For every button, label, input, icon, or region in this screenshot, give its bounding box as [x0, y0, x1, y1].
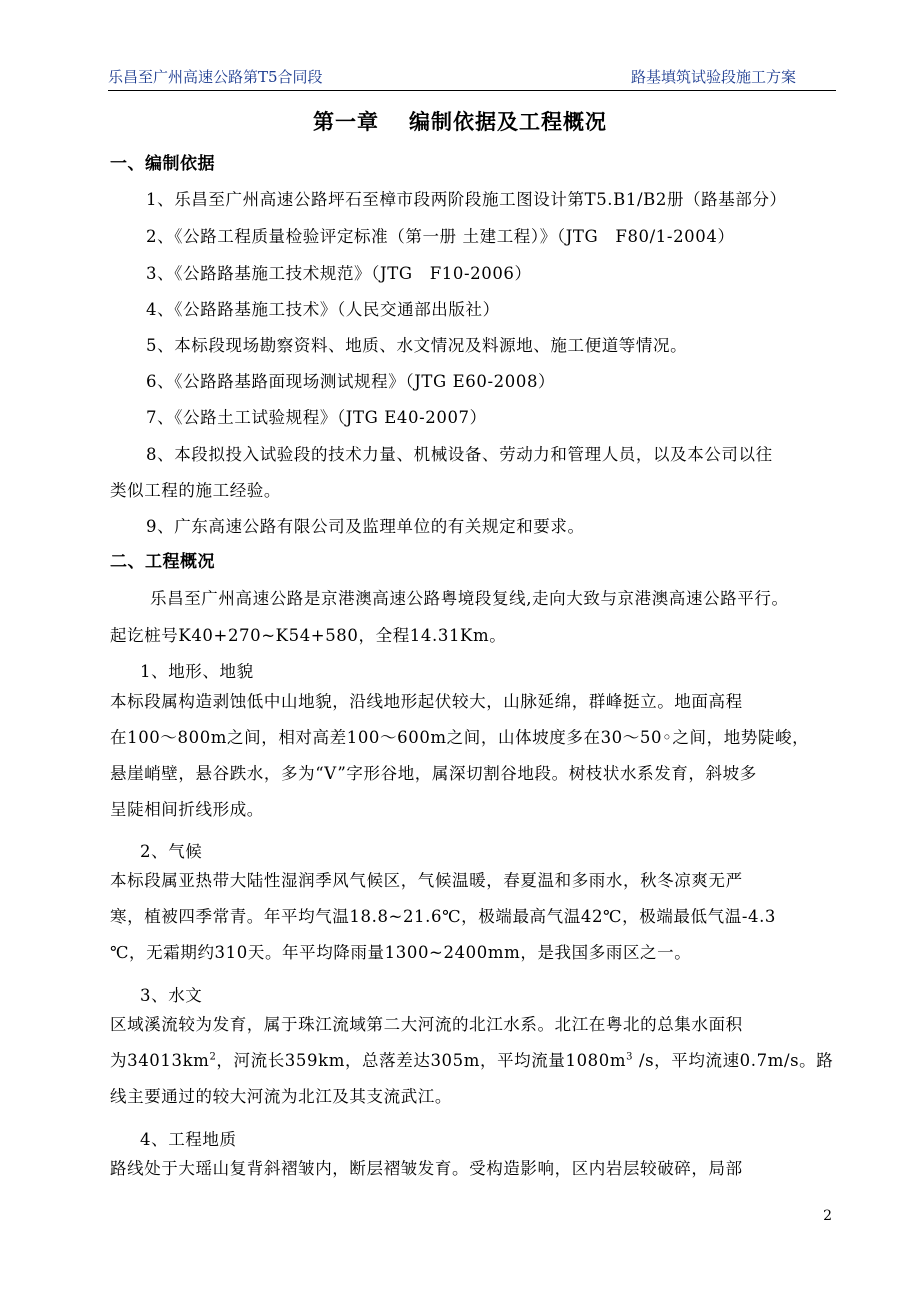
basis-item-4: 4、《公路路基施工技术》（人民交通部出版社） [146, 300, 500, 319]
header-document-title: 路基填筑试验段施工方案 [630, 68, 796, 86]
terrain-line-4: 呈陡相间折线形成。 [110, 800, 264, 819]
climate-line-1: 本标段属亚热带大陆性湿润季风气候区，气候温暖，春夏温和多雨水，秋冬凉爽无严 [110, 871, 743, 890]
climate-line-3: ℃，无霜期约310天。年平均降雨量1300~2400mm，是我国多雨区之一。 [110, 943, 692, 962]
overview-intro-line-1: 乐昌至广州高速公路是京港澳高速公路粤境段复线,走向大致与京港澳高速公路平行。 [150, 589, 789, 608]
section-heading-basis: 一、编制依据 [110, 154, 215, 174]
climate-line-2: 寒，植被四季常青。年平均气温18.8~21.6℃，极端最高气温42℃，极端最低气温-4.3 [110, 907, 777, 926]
basis-item-8-line-1: 8、本段拟投入试验段的技术力量、机械设备、劳动力和管理人员，以及本公司以往 [146, 445, 773, 464]
basis-item-3: 3、《公路路基施工技术规范》（JTG F10-2006） [146, 264, 532, 283]
header-project-name: 乐昌至广州高速公路第T5合同段 [108, 68, 323, 86]
hydrology-line-2 [110, 1049, 836, 1073]
geology-heading: 4、工程地质 [140, 1130, 237, 1149]
basis-item-8-line-2: 类似工程的施工经验。 [110, 481, 281, 500]
overview-intro-line-2: 起讫桩号K40+270~K54+580，全程14.31Km。 [110, 626, 507, 645]
terrain-heading: 1、地形、地貌 [140, 662, 254, 681]
terrain-line-1: 本标段属构造剥蚀低中山地貌，沿线地形起伏较大，山脉延绵，群峰挺立。地面高程 [110, 692, 743, 711]
area-unit-exponent: 2 [209, 1051, 217, 1063]
basis-item-1: 1、乐昌至广州高速公路坪石至樟市段两阶段施工图设计第T5.B1/B2册（路基部分） [146, 190, 787, 209]
basis-item-7: 7、《公路土工试验规程》（JTG E40-2007） [146, 408, 487, 427]
hydrology-line-3: 线主要通过的较大河流为北江及其支流武江。 [110, 1087, 452, 1106]
chapter-name: 编制依据及工程概况 [409, 110, 607, 134]
geology-line-1: 路线处于大瑶山复背斜褶皱内，断层褶皱发育。受构造影响，区内岩层较破碎，局部 [110, 1159, 743, 1178]
page-header [108, 66, 836, 91]
basis-item-6: 6、《公路路基路面现场测试规程》（JTG E60-2008） [146, 372, 556, 391]
hydrology-line-2-part-b: ，河流长359km，总落差达305m，平均流量1080m [216, 1051, 627, 1070]
basis-item-9: 9、广东高速公路有限公司及监理单位的有关规定和要求。 [146, 517, 585, 536]
chapter-number: 第一章 [313, 110, 379, 134]
climate-heading: 2、气候 [140, 842, 203, 861]
section-heading-overview: 二、工程概况 [110, 552, 215, 572]
chapter-title [0, 106, 920, 136]
basis-item-5: 5、本标段现场勘察资料、地质、水文情况及料源地、施工便道等情况。 [146, 336, 688, 355]
hydrology-line-1: 区域溪流较为发育，属于珠江流域第二大河流的北江水系。北江在粤北的总集水面积 [110, 1015, 743, 1034]
terrain-line-2: 在100～800m之间，相对高差100～600m之间，山体坡度多在30～50◦之间，地势陡峻， [110, 728, 810, 747]
hydrology-line-2-part-c: /s，平均流速0.7m/s。路 [633, 1051, 834, 1070]
terrain-line-3: 悬崖峭壁，悬谷跌水，多为“V”字形谷地，属深切割谷地段。树枝状水系发育，斜坡多 [110, 764, 757, 783]
hydrology-heading: 3、水文 [140, 986, 203, 1005]
flow-unit-exponent: 3 [626, 1051, 634, 1063]
page-number: 2 [823, 1208, 832, 1224]
hydrology-line-2-part-a: 为34013km [110, 1051, 210, 1070]
basis-item-2: 2、《公路工程质量检验评定标准（第一册 土建工程）》（JTG F80/1-2004） [146, 227, 735, 246]
